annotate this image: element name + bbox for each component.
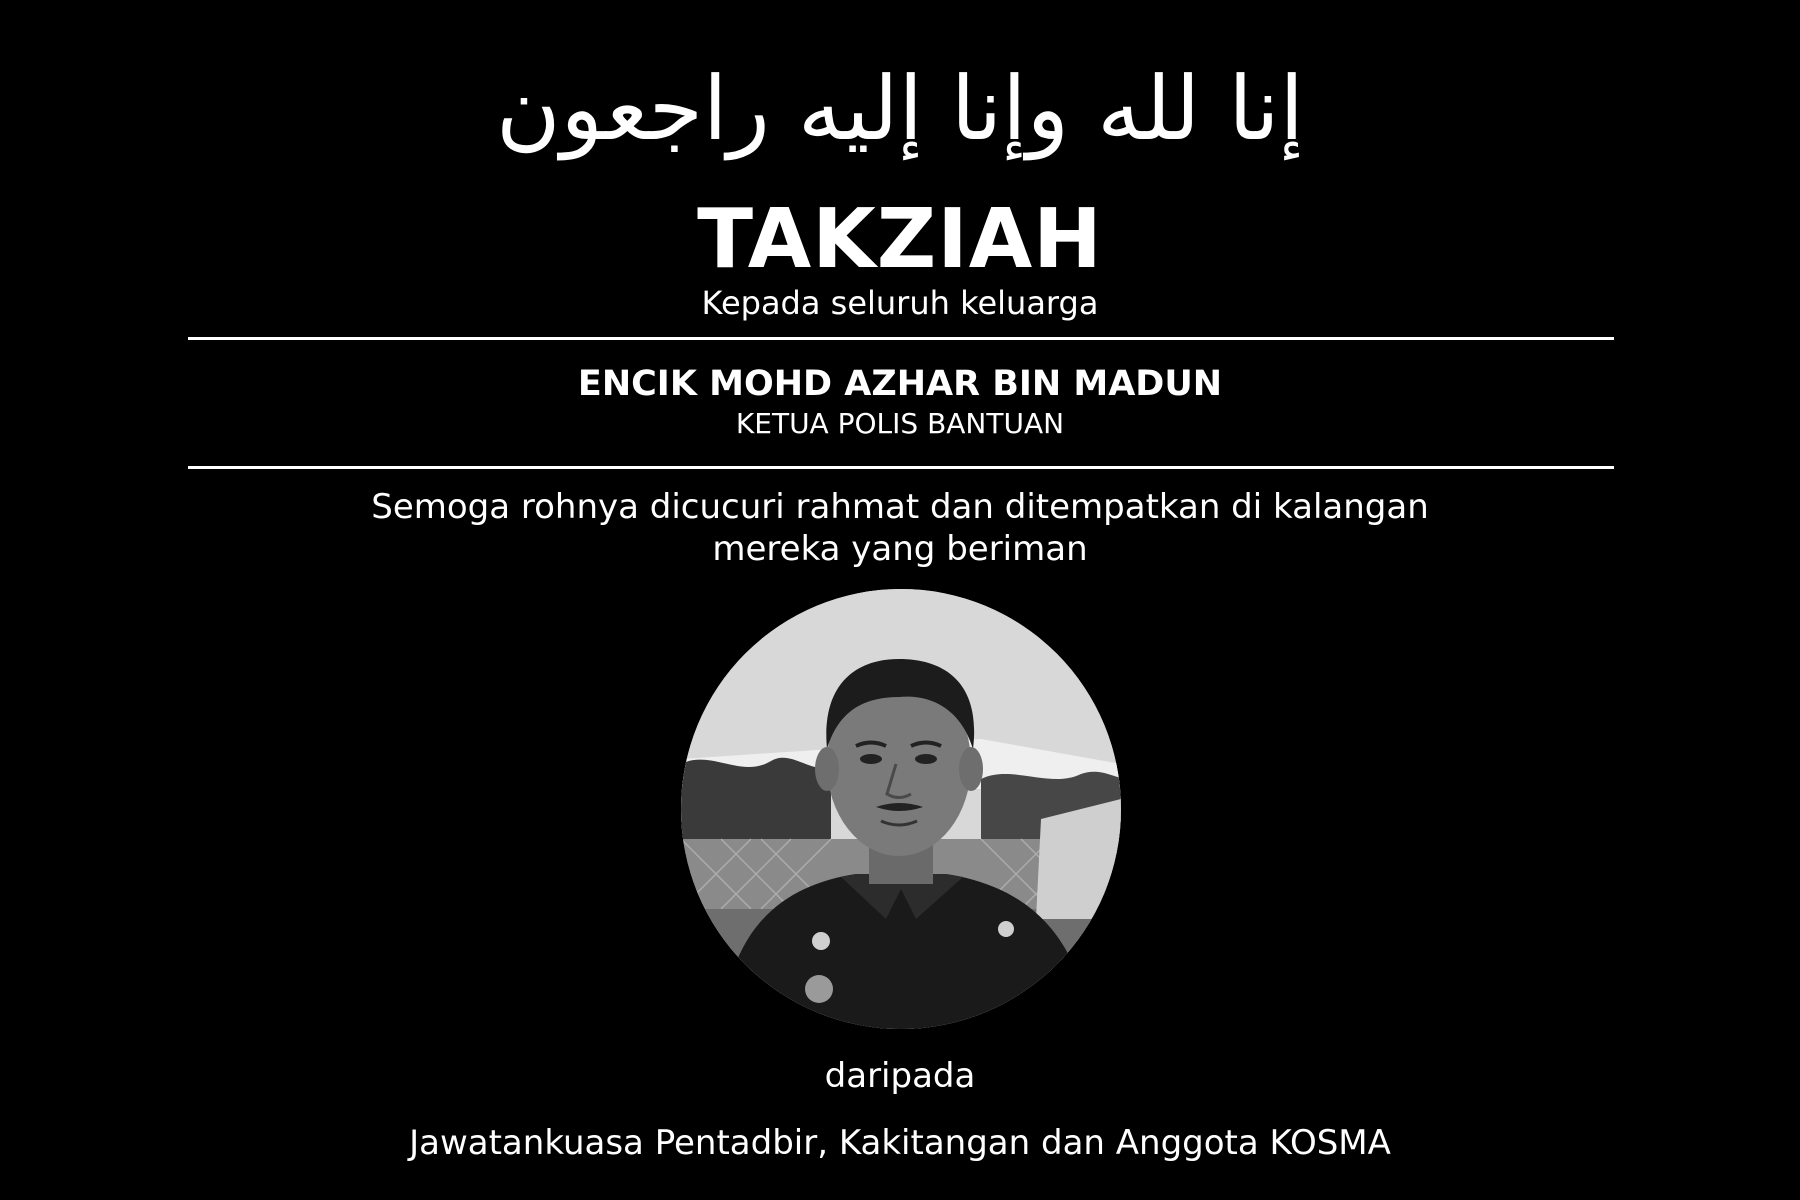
photo-eye-left	[860, 754, 882, 764]
divider-bottom	[188, 466, 1614, 469]
portrait-illustration	[681, 589, 1121, 1029]
prayer-line-2: mereka yang beriman	[712, 529, 1088, 569]
photo-badge-right	[998, 921, 1014, 937]
sender-name: Jawatankuasa Pentadbir, Kakitangan dan Anggota KOSMA	[409, 1123, 1391, 1163]
divider-top	[188, 337, 1614, 340]
photo-eye-right	[915, 754, 937, 764]
deceased-photo	[681, 589, 1121, 1029]
photo-badge-left	[812, 932, 830, 950]
prayer-text	[0, 486, 1800, 570]
from-label: daripada	[824, 1056, 976, 1096]
photo-crest	[805, 975, 833, 1003]
prayer-line-1: Semoga rohnya dicucuri rahmat dan ditempatkan di kalangan	[371, 487, 1429, 527]
page-title: TAKZIAH	[697, 192, 1103, 287]
photo-ear-right	[959, 747, 983, 791]
deceased-name: ENCIK MOHD AZHAR BIN MADUN	[577, 364, 1223, 404]
photo-ear-left	[815, 747, 839, 791]
deceased-position: KETUA POLIS BANTUAN	[735, 407, 1065, 440]
subtitle: Kepada seluruh keluarga	[701, 284, 1099, 322]
arabic-calligraphy: إنا لله وإنا إليه راجعون	[496, 57, 1304, 160]
